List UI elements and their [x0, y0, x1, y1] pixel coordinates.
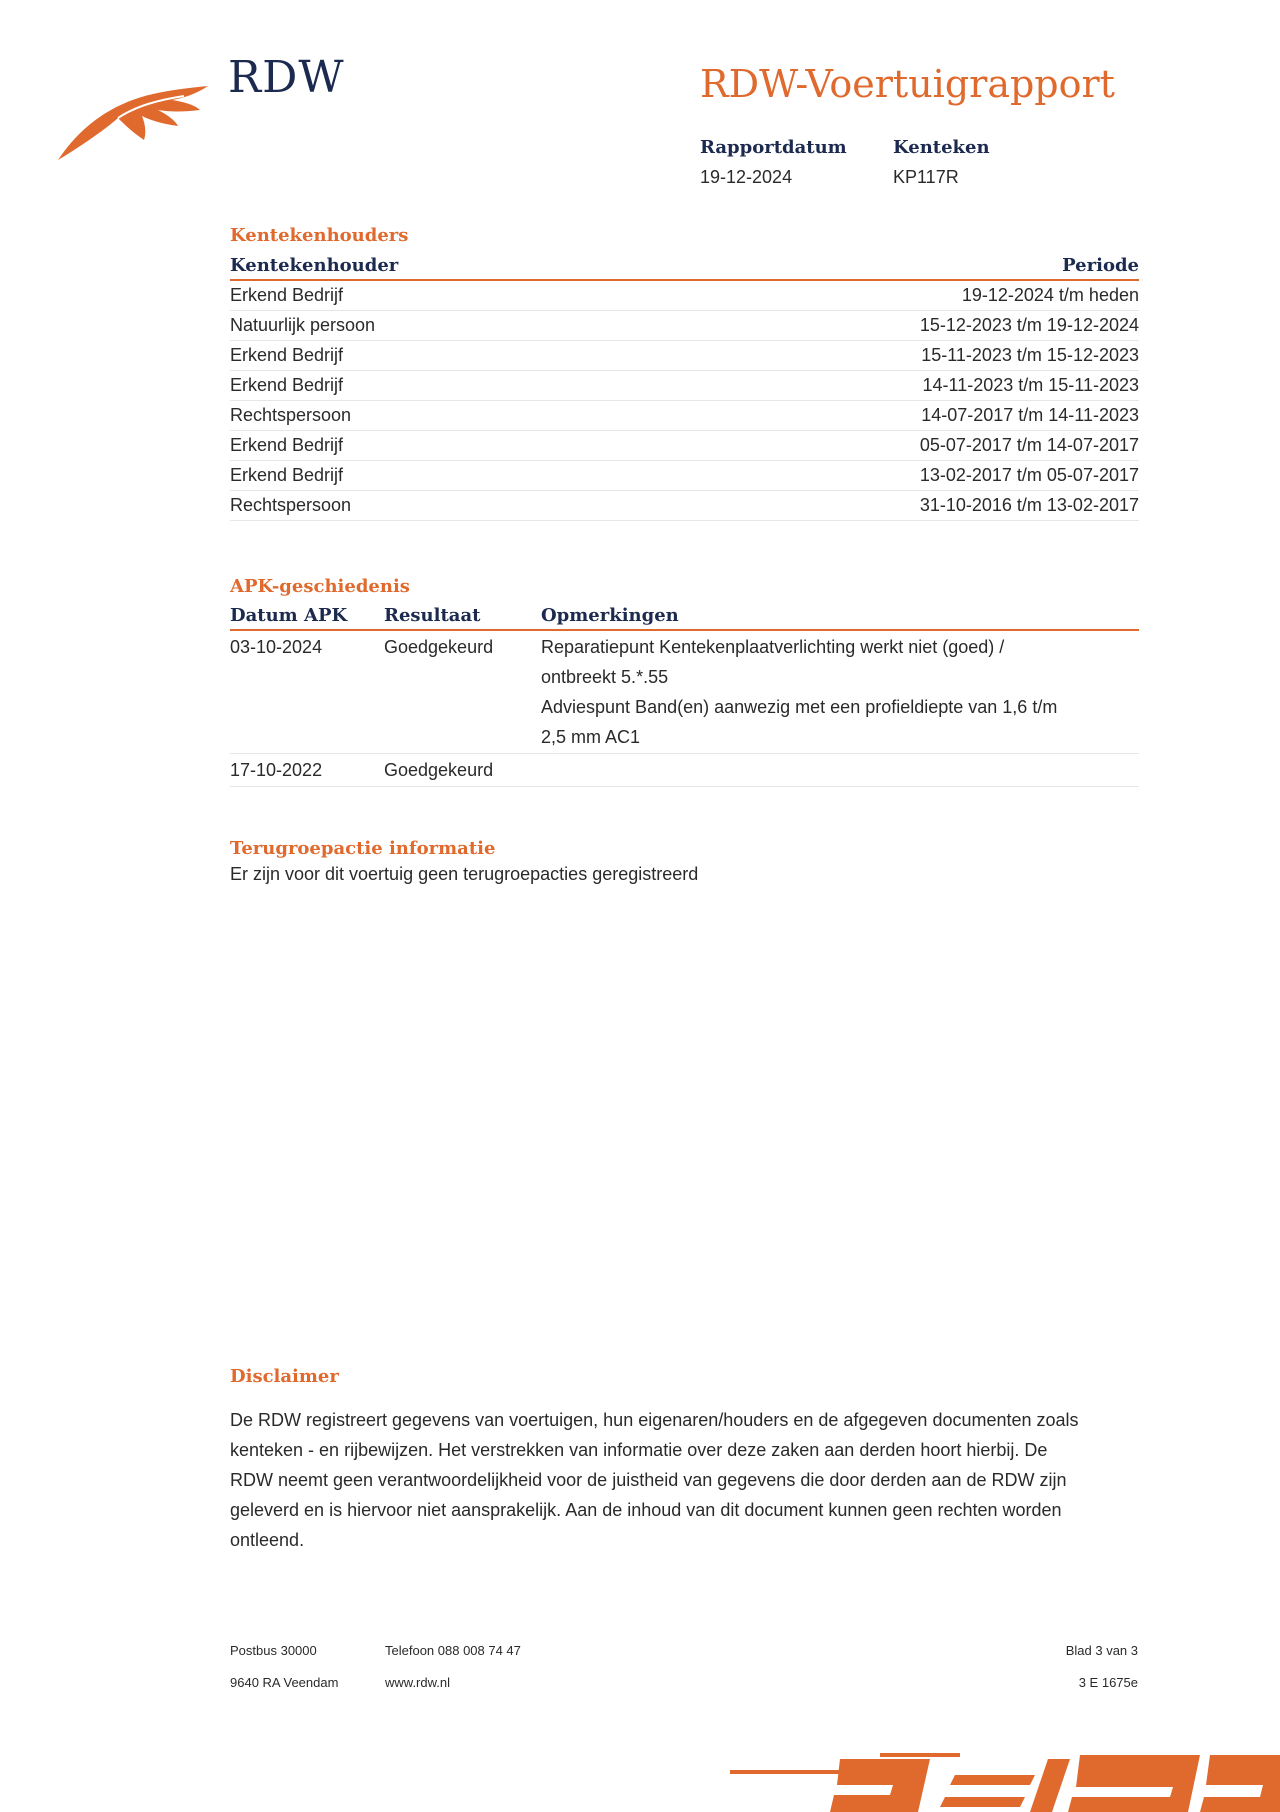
table-row [230, 431, 1139, 461]
disclaimer-section-title: Disclaimer [230, 1366, 339, 1387]
footer-stripes-decoration [730, 1745, 1280, 1812]
table-row [230, 630, 1139, 754]
apk-remark-line: ontbreekt 5.*.55 [541, 667, 669, 687]
apk-date: 17-10-2022 [230, 754, 384, 787]
disclaimer-line: geleverd en is hiervoor niet aansprakelijk. Aan de inhoud van dit document kunnen geen rechten worden [230, 1500, 1062, 1520]
holder-period: 15-11-2023 t/m 15-12-2023 [625, 341, 1139, 371]
holder-period: 14-11-2023 t/m 15-11-2023 [625, 371, 1139, 401]
holder-name: Rechtspersoon [230, 491, 625, 521]
holder-name: Erkend Bedrijf [230, 461, 625, 491]
report-title: RDW-Voertuigrapport [700, 62, 1115, 106]
holders-col-holder: Kentekenhouder [230, 251, 625, 280]
disclaimer-line: RDW neemt geen verantwoordelijkheid voor de juistheid van gegevens die door derden aan de RDW zijn [230, 1470, 1067, 1490]
table-row [230, 280, 1139, 311]
table-row [230, 401, 1139, 431]
plate-value: KP117R [893, 167, 959, 187]
holder-period: 05-07-2017 t/m 14-07-2017 [625, 431, 1139, 461]
footer-page-number: Blad 3 van 3 [1065, 1643, 1138, 1658]
holders-header-row [230, 251, 1139, 280]
holder-name: Natuurlijk persoon [230, 311, 625, 341]
table-row [230, 491, 1139, 521]
apk-header-row [230, 601, 1139, 630]
holder-period: 15-12-2023 t/m 19-12-2024 [625, 311, 1139, 341]
footer-phone: Telefoon 088 008 74 47 [385, 1643, 521, 1658]
plate-label: Kenteken [893, 137, 990, 158]
holder-period: 13-02-2017 t/m 05-07-2017 [625, 461, 1139, 491]
table-row [230, 461, 1139, 491]
holders-table [230, 251, 1139, 521]
apk-remark-line: Reparatiepunt Kentekenplaatverlichting werkt niet (goed) / [541, 637, 1005, 657]
footer-document-code: 3 E 1675e [1078, 1675, 1138, 1690]
rdw-logo-text: RDW [228, 52, 345, 103]
apk-col-result: Resultaat [384, 601, 541, 630]
table-row [230, 754, 1139, 787]
disclaimer-line: De RDW registreert gegevens van voertuigen, hun eigenaren/houders en de afgegeven documenten zoals [230, 1410, 1079, 1430]
disclaimer-line: kenteken - en rijbewijzen. Het verstrekken van informatie over deze zaken aan derden hoort hierbij. De [230, 1440, 1048, 1460]
footer-city: 9640 RA Veendam [230, 1675, 339, 1690]
table-row [230, 311, 1139, 341]
report-date-value: 19-12-2024 [700, 167, 793, 187]
apk-remark-line: Adviespunt Band(en) aanwezig met een profieldiepte van 1,6 t/m [541, 697, 1058, 717]
holder-name: Erkend Bedrijf [230, 341, 625, 371]
rdw-logo-icon [58, 82, 208, 160]
holders-section-title: Kentekenhouders [230, 225, 409, 246]
holder-period: 19-12-2024 t/m heden [625, 280, 1139, 311]
disclaimer-text [230, 1405, 1140, 1555]
apk-result: Goedgekeurd [384, 630, 541, 754]
apk-col-remarks: Opmerkingen [541, 601, 1139, 630]
holder-name: Erkend Bedrijf [230, 431, 625, 461]
apk-remark-line: 2,5 mm AC1 [541, 727, 641, 747]
table-row [230, 341, 1139, 371]
disclaimer-line: ontleend. [230, 1530, 305, 1550]
report-date-label: Rapportdatum [700, 137, 847, 158]
holder-name: Erkend Bedrijf [230, 280, 625, 311]
apk-remarks [541, 630, 1139, 754]
holder-name: Rechtspersoon [230, 401, 625, 431]
holder-period: 31-10-2016 t/m 13-02-2017 [625, 491, 1139, 521]
apk-table [230, 601, 1139, 787]
holders-col-period: Periode [625, 251, 1139, 280]
apk-result: Goedgekeurd [384, 754, 541, 787]
recall-text: Er zijn voor dit voertuig geen terugroepacties geregistreerd [230, 864, 699, 884]
apk-section-title: APK-geschiedenis [230, 576, 410, 597]
apk-col-date: Datum APK [230, 601, 384, 630]
footer-postbus: Postbus 30000 [230, 1643, 317, 1658]
footer-web: www.rdw.nl [385, 1675, 451, 1690]
apk-date: 03-10-2024 [230, 630, 384, 754]
holder-name: Erkend Bedrijf [230, 371, 625, 401]
holder-period: 14-07-2017 t/m 14-11-2023 [625, 401, 1139, 431]
recall-section-title: Terugroepactie informatie [230, 838, 496, 859]
table-row [230, 371, 1139, 401]
apk-remarks [541, 754, 1139, 787]
